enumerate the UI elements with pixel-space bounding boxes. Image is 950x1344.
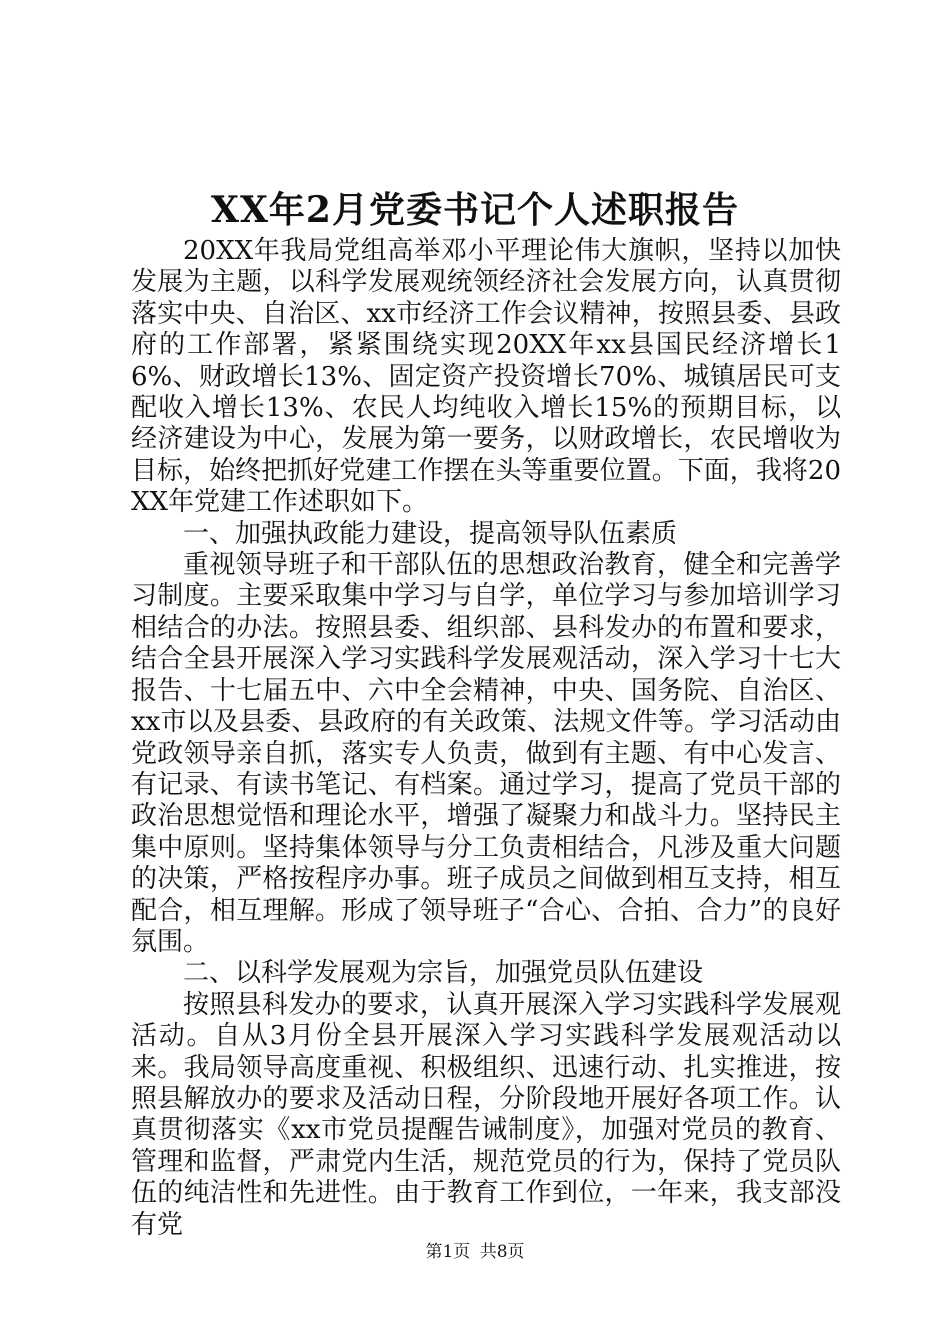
section-heading-1: 一、加强执政能力建设，提高领导队伍素质 bbox=[183, 518, 678, 549]
document-body bbox=[131, 236, 841, 1241]
paragraph-section-1: 重视领导班子和干部队伍的思想政治教育，健全和完善学习制度。主要采取集中学习与自学，单位学习与参加培训学习相结合的办法。按照县委、组织部、县科发办的布置和要求，结合全县开展深入学习实践科学发展观活动，深入学习十七大报告、十七届五中、六中全会精神，中央、国务院、自治区、xx市以及县委、县政府的有关政策、法规文件等。学习活动由党政领导亲自抓，落实专人负责，做到有主题、有中心发言、有记录、有读书笔记、有档案。通过学习，提高了党员干部的政治思想觉悟和理论水平，增强了凝聚力和战斗力。坚持民主集中原则。坚持集体领导与分工负责相结合，凡涉及重大问题的决策，严格按程序办事。班子成员之间做到相互支持，相互配合，相互理解。形成了领导班子“合心、合拍、合力”的良好氛围。 bbox=[131, 550, 841, 957]
paragraph-section-2: 按照县科发办的要求，认真开展深入学习实践科学发展观活动。自从3月份全县开展深入学习实践科学发展观活动以来。我局领导高度重视、积极组织、迅速行动、扎实推进，按照县解放办的要求及活动日程，分阶段地开展好各项工作。认真贯彻落实《xx市党员提醒告诫制度》，加强对党员的教育、管理和监督，严肃党内生活，规范党员的行为，保持了党员队伍的纯洁性和先进性。由于教育工作到位，一年来，我支部没有党 bbox=[131, 989, 841, 1240]
page-number: 第1页 bbox=[425, 1242, 471, 1262]
page-footer bbox=[0, 1240, 950, 1264]
document-title: XX年2月党委书记个人述职报告 bbox=[211, 189, 739, 231]
paragraph-intro: 20XX年我局党组高举邓小平理论伟大旗帜，坚持以加快发展为主题，以科学发展观统领经济社会发展方向，认真贯彻落实中央、自治区、xx市经济工作会议精神，按照县委、县政府的工作部署，紧紧围绕实现20XX年xx县国民经济增长16%、财政增长13%、固定资产投资增长70%、城镇居民可支配收入增长13%、农民人均纯收入增长15%的预期目标，以经济建设为中心，发展为第一要务，以财政增长，农民增收为目标，始终把抓好党建工作摆在头等重要位置。下面，我将20XX年党建工作述职如下。 bbox=[131, 236, 841, 518]
page-total: 共8页 bbox=[479, 1242, 525, 1262]
section-heading-2: 二、以科学发展观为宗旨，加强党员队伍建设 bbox=[183, 958, 704, 989]
